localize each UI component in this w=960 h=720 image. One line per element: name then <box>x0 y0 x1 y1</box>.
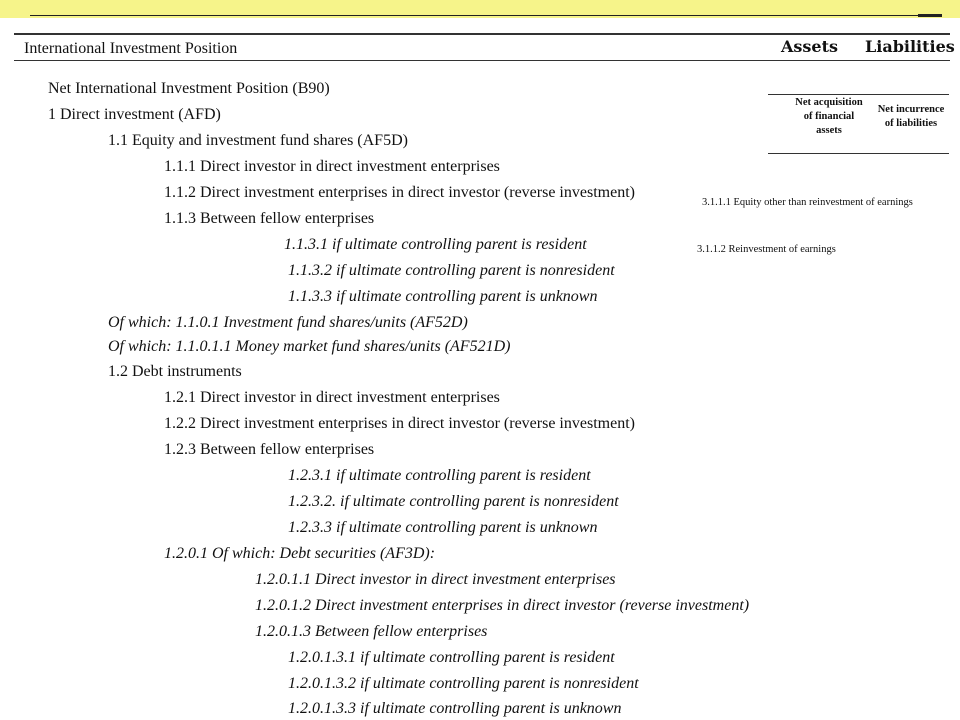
header-top-rule <box>14 33 950 35</box>
top-rule <box>30 15 940 16</box>
row-1-2-0-1-3-3: 1.2.0.1.3.3 if ultimate controlling parent is unknown <box>288 700 622 717</box>
row-1-1-3-3: 1.1.3.3 if ultimate controlling parent is unknown <box>288 288 598 305</box>
header-bottom-rule <box>14 60 950 61</box>
row-of-which-1-1-0-1: Of which: 1.1.0.1 Investment fund shares/units (AF52D) <box>108 314 468 331</box>
table-title: International Investment Position <box>24 40 238 57</box>
row-1-2-0-1-3-2: 1.2.0.1.3.2 if ultimate controlling parent is nonresident <box>288 675 639 692</box>
row-1-1-2: 1.1.2 Direct investment enterprises in direct investor (reverse investment) <box>164 184 635 201</box>
side-note-reinvestment: 3.1.1.2 Reinvestment of earnings <box>697 244 836 255</box>
row-1-2-3-2: 1.2.3.2. if ultimate controlling parent is nonresident <box>288 493 619 510</box>
row-1-1-1: 1.1.1 Direct investor in direct investment enterprises <box>164 158 500 175</box>
row-1-2-0-1-3: 1.2.0.1.3 Between fellow enterprises <box>255 623 488 640</box>
row-of-which-1-1-0-1-1: Of which: 1.1.0.1.1 Money market fund shares/units (AF521D) <box>108 338 511 355</box>
row-equity: 1.1 Equity and investment fund shares (AF5D) <box>108 132 408 149</box>
row-1-2-0-1-2: 1.2.0.1.2 Direct investment enterprises in direct investor (reverse investment) <box>255 597 750 614</box>
row-1-1-3-2: 1.1.3.2 if ultimate controlling parent is nonresident <box>288 262 615 279</box>
row-1-2-0-1-1: 1.2.0.1.1 Direct investor in direct investment enterprises <box>255 571 616 588</box>
row-1-1-3-1: 1.1.3.1 if ultimate controlling parent is resident <box>284 236 587 253</box>
row-direct-investment: 1 Direct investment (AFD) <box>48 106 221 123</box>
side-note-equity: 3.1.1.1 Equity other than reinvestment of earnings <box>702 197 913 208</box>
row-1-2-0-1-3-1: 1.2.0.1.3.1 if ultimate controlling parent is resident <box>288 649 615 666</box>
row-debt-securities: 1.2.0.1 Of which: Debt securities (AF3D): <box>164 545 436 562</box>
top-rule-tick <box>918 14 942 17</box>
flows-subtable <box>768 94 949 154</box>
net-incurrence-header: Net incurrence of liabilities <box>877 104 945 129</box>
row-1-2-3-3: 1.2.3.3 if ultimate controlling parent is unknown <box>288 519 598 536</box>
liabilities-column-header: Liabilities <box>865 37 955 56</box>
row-net-iip: Net International Investment Position (B90) <box>48 80 330 97</box>
assets-column-header: Assets <box>781 37 839 56</box>
row-1-2-2: 1.2.2 Direct investment enterprises in direct investor (reverse investment) <box>164 415 635 432</box>
row-debt-instruments: 1.2 Debt instruments <box>108 363 242 380</box>
row-1-2-3-1: 1.2.3.1 if ultimate controlling parent is resident <box>288 467 591 484</box>
row-1-2-1: 1.2.1 Direct investor in direct investment enterprises <box>164 389 500 406</box>
row-1-1-3: 1.1.3 Between fellow enterprises <box>164 210 375 227</box>
row-1-2-3: 1.2.3 Between fellow enterprises <box>164 441 375 458</box>
net-acquisition-header: Net acquisition of financial assets <box>795 97 863 136</box>
